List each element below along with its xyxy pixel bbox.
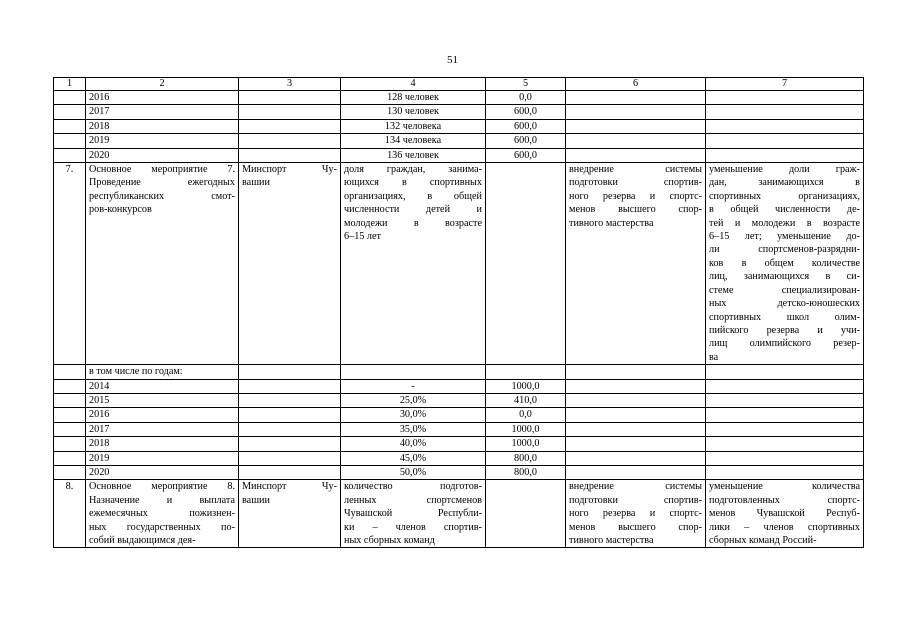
indicator-value-cell: 25,0% — [341, 393, 486, 407]
indicator-value-cell: 30,0% — [341, 408, 486, 422]
empty-cell — [706, 379, 864, 393]
text-line: Проведение ежегодных — [89, 177, 235, 189]
empty-cell — [54, 393, 86, 407]
text-line: вашии — [242, 177, 270, 189]
event-number-cell: 8. — [54, 480, 86, 548]
empty-cell — [566, 437, 706, 451]
text-line: менов Чувашской Респуб- — [709, 508, 860, 520]
text-line: собий выдающимся дея- — [89, 535, 196, 546]
empty-cell — [706, 91, 864, 105]
year-cell: 2018 — [86, 119, 239, 133]
indicator-cell — [341, 480, 486, 548]
text-line: ных детско-юношеских — [709, 298, 860, 310]
empty-cell — [566, 422, 706, 436]
empty-cell — [706, 365, 864, 379]
text-line: ежемесячных пожизнен- — [89, 508, 235, 520]
empty-cell — [54, 91, 86, 105]
empty-cell — [239, 451, 341, 465]
amount-cell: 0,0 — [486, 408, 566, 422]
empty-cell — [706, 148, 864, 162]
amount-cell: 410,0 — [486, 393, 566, 407]
empty-cell — [566, 408, 706, 422]
amount-cell: 800,0 — [486, 451, 566, 465]
year-row — [54, 437, 864, 451]
text-line: количество подготов- — [344, 481, 482, 493]
result-cell — [566, 480, 706, 548]
text-line: подготовки спортив- — [569, 494, 702, 506]
year-row — [54, 148, 864, 162]
text-line: спортивных школ олим- — [709, 311, 860, 323]
text-line: подготовки спортив- — [569, 177, 702, 189]
indicator-value-cell: 45,0% — [341, 451, 486, 465]
empty-cell — [54, 134, 86, 148]
empty-cell — [239, 365, 341, 379]
amount-cell: 600,0 — [486, 119, 566, 133]
by-years-label: в том числе по годам: — [86, 365, 239, 379]
empty-cell — [54, 465, 86, 479]
executor-cell — [239, 480, 341, 548]
text-line: Назначение и выплата — [89, 494, 235, 506]
text-line: дан, занимающихся в — [709, 177, 860, 189]
year-row — [54, 379, 864, 393]
year-row — [54, 119, 864, 133]
column-header: 5 — [486, 78, 566, 91]
empty-cell — [566, 148, 706, 162]
consequence-cell — [706, 480, 864, 548]
empty-cell — [341, 365, 486, 379]
empty-cell — [566, 91, 706, 105]
empty-cell — [239, 134, 341, 148]
text-line: лиц, занимающихся в си- — [709, 271, 860, 283]
amount-cell: 1000,0 — [486, 379, 566, 393]
column-header: 7 — [706, 78, 864, 91]
by-years-row — [54, 365, 864, 379]
text-line: доля граждан, занима- — [344, 164, 482, 176]
empty-cell — [239, 465, 341, 479]
empty-cell — [566, 365, 706, 379]
text-line: тей и молодежи в возрасте — [709, 217, 860, 229]
year-row — [54, 465, 864, 479]
empty-cell — [239, 119, 341, 133]
empty-cell — [706, 408, 864, 422]
indicator-value-cell: 35,0% — [341, 422, 486, 436]
text-line: ва — [709, 351, 719, 363]
year-row — [54, 451, 864, 465]
text-line: ного резерва и спортс- — [569, 190, 702, 202]
text-line: Минспорт Чу- — [242, 164, 337, 176]
amount-cell: 800,0 — [486, 465, 566, 479]
text-line: республиканских смот- — [89, 190, 235, 202]
event-row — [54, 163, 864, 365]
empty-cell — [706, 134, 864, 148]
amount-cell: 600,0 — [486, 105, 566, 119]
indicator-value-cell: 136 человек — [341, 148, 486, 162]
column-header: 4 — [341, 78, 486, 91]
empty-cell — [486, 365, 566, 379]
indicator-value-cell: 132 человека — [341, 119, 486, 133]
event-name-cell — [86, 480, 239, 548]
text-line: тивного мастерства — [569, 535, 654, 546]
text-line: стеме специализирован- — [709, 284, 860, 296]
year-cell: 2015 — [86, 393, 239, 407]
year-cell: 2016 — [86, 91, 239, 105]
empty-cell — [239, 437, 341, 451]
column-header: 1 — [54, 78, 86, 91]
text-line: ющихся в спортивных — [344, 177, 482, 189]
program-events-table — [53, 77, 864, 548]
text-line: тивного мастерства — [569, 217, 654, 229]
text-line: 6–15 лет; уменьшение до- — [709, 231, 860, 243]
empty-cell — [566, 134, 706, 148]
indicator-value-cell: 130 человек — [341, 105, 486, 119]
empty-cell — [486, 163, 566, 365]
column-header: 2 — [86, 78, 239, 91]
indicator-value-cell: 40,0% — [341, 437, 486, 451]
text-line: внедрение системы — [569, 481, 702, 493]
column-header: 6 — [566, 78, 706, 91]
empty-cell — [566, 119, 706, 133]
year-row — [54, 393, 864, 407]
empty-cell — [706, 437, 864, 451]
empty-cell — [54, 422, 86, 436]
text-line: молодежи в возрасте — [344, 217, 482, 229]
year-cell: 2018 — [86, 437, 239, 451]
empty-cell — [566, 465, 706, 479]
empty-cell — [54, 408, 86, 422]
amount-cell: 0,0 — [486, 91, 566, 105]
empty-cell — [239, 148, 341, 162]
empty-cell — [239, 105, 341, 119]
empty-cell — [239, 408, 341, 422]
text-line: ков в общем количестве — [709, 257, 860, 269]
empty-cell — [706, 105, 864, 119]
empty-cell — [54, 148, 86, 162]
empty-cell — [239, 379, 341, 393]
empty-cell — [239, 91, 341, 105]
header-row — [54, 78, 864, 91]
text-line: ного резерва и спортс- — [569, 508, 702, 520]
page-number: 51 — [447, 54, 458, 66]
year-cell: 2016 — [86, 408, 239, 422]
text-line: Основное мероприятие 8. — [89, 481, 235, 493]
text-line: спортивных организациях, — [709, 190, 860, 202]
year-cell: 2017 — [86, 105, 239, 119]
text-line: ров-конкурсов — [89, 204, 152, 216]
year-cell: 2020 — [86, 148, 239, 162]
empty-cell — [706, 393, 864, 407]
text-line: подготовленных спортс- — [709, 494, 860, 506]
column-header: 3 — [239, 78, 341, 91]
text-line: лики – членов спортивных — [709, 521, 860, 533]
text-line: Основное мероприятие 7. — [89, 164, 235, 176]
text-line: ных государственных по- — [89, 521, 235, 533]
empty-cell — [566, 105, 706, 119]
text-line: лищ олимпийского резер- — [709, 338, 860, 350]
year-cell: 2014 — [86, 379, 239, 393]
indicator-cell — [341, 163, 486, 365]
empty-cell — [54, 365, 86, 379]
empty-cell — [486, 480, 566, 548]
indicator-value-cell: - — [341, 379, 486, 393]
text-line: Чувашской Республи- — [344, 508, 482, 520]
indicator-value-cell: 128 человек — [341, 91, 486, 105]
text-line: уменьшение доли граж- — [709, 164, 860, 176]
text-line: 6–15 лет — [344, 231, 381, 243]
text-line: организациях, в общей — [344, 190, 482, 202]
amount-cell: 1000,0 — [486, 437, 566, 451]
text-line: менов высшего спор- — [569, 521, 702, 533]
empty-cell — [239, 422, 341, 436]
amount-cell: 600,0 — [486, 134, 566, 148]
empty-cell — [54, 379, 86, 393]
event-row — [54, 480, 864, 548]
text-line: уменьшение количества — [709, 481, 860, 493]
text-line: в общей численности де- — [709, 204, 860, 216]
text-line: численности детей и — [344, 204, 482, 216]
text-line: Минспорт Чу- — [242, 481, 337, 493]
indicator-value-cell: 50,0% — [341, 465, 486, 479]
text-line: внедрение системы — [569, 164, 702, 176]
empty-cell — [706, 465, 864, 479]
empty-cell — [54, 105, 86, 119]
empty-cell — [54, 119, 86, 133]
text-line: ли спортсменов-разрядни- — [709, 244, 860, 256]
year-cell: 2020 — [86, 465, 239, 479]
result-cell — [566, 163, 706, 365]
year-cell: 2019 — [86, 134, 239, 148]
event-name-cell — [86, 163, 239, 365]
empty-cell — [706, 451, 864, 465]
text-line: менов высшего спор- — [569, 204, 702, 216]
executor-cell — [239, 163, 341, 365]
amount-cell: 1000,0 — [486, 422, 566, 436]
year-row — [54, 408, 864, 422]
year-row — [54, 105, 864, 119]
year-row — [54, 422, 864, 436]
text-line: ных сборных команд — [344, 535, 435, 546]
event-number-cell: 7. — [54, 163, 86, 365]
consequence-cell — [706, 163, 864, 365]
empty-cell — [706, 422, 864, 436]
indicator-value-cell: 134 человека — [341, 134, 486, 148]
empty-cell — [54, 437, 86, 451]
text-line: ленных спортсменов — [344, 494, 482, 506]
empty-cell — [566, 451, 706, 465]
year-cell: 2017 — [86, 422, 239, 436]
empty-cell — [706, 119, 864, 133]
empty-cell — [54, 451, 86, 465]
year-row — [54, 134, 864, 148]
text-line: пийского резерва и учи- — [709, 324, 860, 336]
year-row — [54, 91, 864, 105]
empty-cell — [239, 393, 341, 407]
empty-cell — [566, 393, 706, 407]
year-cell: 2019 — [86, 451, 239, 465]
text-line: ки – членов спортив- — [344, 521, 482, 533]
empty-cell — [566, 379, 706, 393]
amount-cell: 600,0 — [486, 148, 566, 162]
text-line: сборных команд Россий- — [709, 535, 817, 546]
text-line: вашии — [242, 494, 270, 506]
